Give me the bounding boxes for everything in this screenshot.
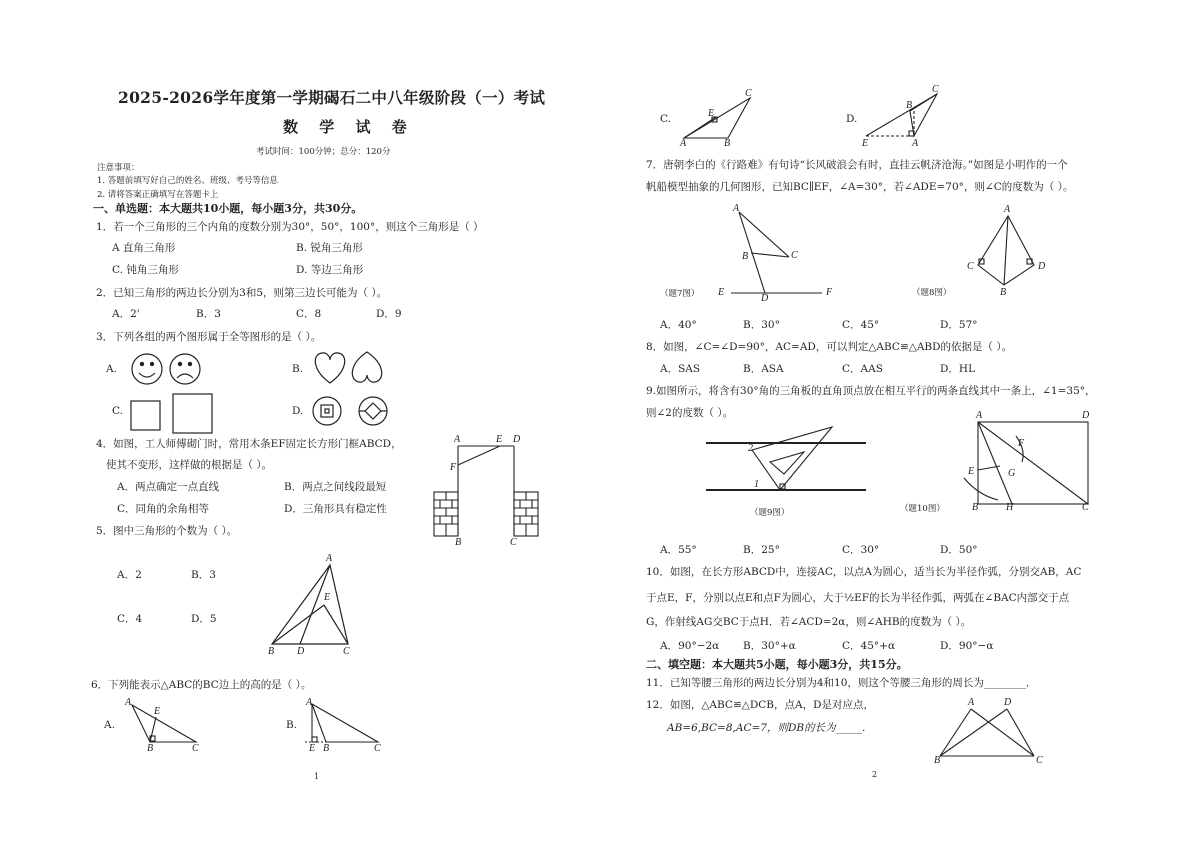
figure-10-caption: （题10图） bbox=[900, 504, 945, 514]
q5-label-d: D bbox=[297, 646, 305, 657]
q6-option-c: C. bbox=[660, 113, 671, 125]
q10-label-a: A bbox=[976, 410, 983, 421]
figure-9-caption: （题9图） bbox=[750, 508, 790, 518]
q7-option-c: C．45° bbox=[842, 319, 880, 331]
q8-label-b: B bbox=[1000, 287, 1007, 298]
q7-label-c: C bbox=[791, 250, 798, 261]
q6d-label-e: E bbox=[862, 138, 869, 149]
q6d-label-a: A bbox=[912, 138, 919, 149]
section-1-heading: 一、单选题：本大题共10小题，每小题3分，共30分。 bbox=[93, 202, 363, 215]
exam-title: 2025-2026学年度第一学期碣石二中八年级阶段（一）考试 bbox=[118, 88, 546, 107]
question-12: 12．如图，△ABC≌△DCB，点A，D是对应点， bbox=[646, 699, 875, 711]
q4-option-b: B．两点之间线段最短 bbox=[284, 481, 387, 493]
q10-label-e: E bbox=[968, 466, 975, 477]
q9-option-a: A．55° bbox=[660, 544, 697, 556]
q3-option-d: D. bbox=[292, 405, 304, 417]
question-9: 9.如图所示，将含有30°角的三角板的直角顶点放在相互平行的两条直线其中一条上，∠1=35°， bbox=[646, 385, 1096, 397]
question-4: 4．如图，工人师傅砌门时，常用木条EF固定长方形门框ABCD， bbox=[96, 438, 402, 450]
q8-option-d: D．HL bbox=[940, 363, 976, 375]
question-11: 11．已知等腰三角形的两边长分别为4和10，则这个等腰三角形的周长为________． bbox=[646, 677, 1037, 689]
q10-option-a: A．90°−2α bbox=[660, 640, 720, 652]
page-number-2: 2 bbox=[872, 770, 878, 779]
label-d: D bbox=[513, 434, 521, 445]
q1-option-c: C. 钝角三角形 bbox=[112, 264, 179, 276]
q3-option-a: A. bbox=[106, 363, 117, 375]
question-10: 10．如图，在长方形ABCD中，连接AC，以点A为圆心，适当长为半径作弧，分别交AB，AC bbox=[646, 566, 1082, 578]
question-10-line-3: G，作射线AG交BC于点H．若∠ACD=2α，则∠AHB的度数为（ ）。 bbox=[646, 616, 972, 628]
page-number-1: 1 bbox=[314, 772, 320, 781]
q12-label-b: B bbox=[934, 755, 941, 766]
question-1: 1．若一个三角形的三个内角的度数分别为30°，50°，100°，则这个三角形是（ ） bbox=[96, 221, 484, 233]
note-2: 2. 请将答案正确填写在答题卡上 bbox=[97, 190, 219, 200]
q10-label-f: F bbox=[1018, 438, 1025, 449]
smiley-face-icon bbox=[132, 354, 162, 384]
q5-option-c: C．4 bbox=[117, 613, 143, 625]
question-12-line-2: AB=6,BC=8,AC=7，则DB的长为_____． bbox=[667, 722, 873, 734]
question-8: 8．如图，∠C=∠D=90°，AC=AD，可以判定△ABC≌△ABD的依据是（ ）。 bbox=[646, 341, 1013, 353]
q10-label-c: C bbox=[1082, 502, 1089, 513]
q2-option-c: C．8 bbox=[296, 308, 322, 320]
q1-option-d: D. 等边三角形 bbox=[296, 264, 364, 276]
question-7: 7．唐朝李白的《行路难》有句诗“长风破浪会有时，直挂云帆济沧海。”如图是小明作的一个 bbox=[646, 159, 1068, 171]
q9-label-1: 1 bbox=[754, 479, 759, 490]
exam-subtitle: 数 学 试 卷 bbox=[283, 118, 415, 136]
q5-label-c: C bbox=[343, 646, 350, 657]
q4-option-d: D．三角形具有稳定性 bbox=[284, 503, 387, 515]
question-7-line-2: 帆船模型抽象的几何图形，已知BC∥EF，∠A=30°，若∠ADE=70°，则∠C的度数为（ ）。 bbox=[646, 181, 1074, 193]
q6a-label-b: B bbox=[147, 743, 154, 754]
label-a: A bbox=[454, 434, 461, 445]
q7-label-d: D bbox=[761, 293, 769, 304]
q7-option-b: B．30° bbox=[743, 319, 780, 331]
figure-8-caption: （题8图） bbox=[912, 288, 952, 298]
q2-option-b: B．3 bbox=[196, 308, 221, 320]
question-3: 3．下列各组的两个图形属于全等图形的是（ ）。 bbox=[96, 331, 322, 343]
q12-label-a: A bbox=[968, 697, 975, 708]
heart-icon bbox=[315, 352, 381, 383]
q8-option-a: A．SAS bbox=[660, 363, 701, 375]
figure-7-caption: （题7图） bbox=[660, 289, 700, 299]
q2-option-a: A．2' bbox=[112, 308, 140, 320]
note-1: 1. 答题前填写好自己的姓名、班级、考号等信息 bbox=[97, 176, 278, 186]
q10-option-c: C．45°+α bbox=[842, 640, 896, 652]
exam-info: 考试时间：100分钟；总分：120分 bbox=[256, 147, 391, 157]
q6-option-a: A. bbox=[104, 719, 115, 731]
question-9-line-2: 则∠2的度数（ ）。 bbox=[646, 407, 734, 419]
q8-option-b: B．ASA bbox=[743, 363, 784, 375]
q6a-label-c: C bbox=[192, 743, 199, 754]
q7-label-a: A bbox=[733, 203, 740, 214]
q10-label-d: D bbox=[1082, 410, 1090, 421]
q5-label-b: B bbox=[268, 646, 275, 657]
q12-label-c: C bbox=[1036, 755, 1043, 766]
q6a-label-e: E bbox=[154, 706, 161, 717]
q4-option-c: C．同角的余角相等 bbox=[117, 503, 210, 515]
q10-label-b: B bbox=[972, 502, 979, 513]
q10-option-b: B．30°+α bbox=[743, 640, 796, 652]
label-f: F bbox=[450, 462, 457, 473]
coin-icon bbox=[313, 397, 387, 425]
q9-option-b: B．25° bbox=[743, 544, 780, 556]
label-c: C bbox=[510, 537, 517, 548]
question-4-line-2: 使其不变形，这样做的根据是（ ）。 bbox=[106, 459, 273, 471]
q9-label-2: 2 bbox=[748, 443, 753, 454]
q6b-label-c: C bbox=[374, 743, 381, 754]
q7-option-d: D．57° bbox=[940, 319, 978, 331]
q7-option-a: A．40° bbox=[660, 319, 697, 331]
q12-label-d: D bbox=[1004, 697, 1012, 708]
q10-option-d: D．90°−α bbox=[940, 640, 994, 652]
q1-option-b: B. 锐角三角形 bbox=[296, 242, 363, 254]
square-icon bbox=[131, 394, 212, 433]
q6-option-d: D. bbox=[846, 113, 858, 125]
q6a-label-a: A bbox=[125, 697, 132, 708]
q6c-label-e: E bbox=[708, 108, 715, 119]
question-5: 5．图中三角形的个数为（ ）。 bbox=[96, 525, 238, 537]
question-10-line-2: 于点E，F，分别以点E和点F为圆心，大于½EF的长为半径作弧，两弧在∠BAC内部交于点 bbox=[646, 592, 1070, 604]
q6b-label-a: A bbox=[306, 697, 313, 708]
q7-label-e: E bbox=[718, 287, 725, 298]
q5-label-a: A bbox=[326, 553, 333, 564]
q2-option-d: D．9 bbox=[376, 308, 402, 320]
q6c-label-b: B bbox=[724, 138, 731, 149]
q6b-label-e: E bbox=[309, 743, 316, 754]
q6d-label-b: B bbox=[906, 100, 913, 111]
label-b: B bbox=[455, 537, 462, 548]
q3-option-c: C. bbox=[112, 405, 123, 417]
question-2: 2．已知三角形的两边长分别为3和5，则第三边长可能为（ ）。 bbox=[96, 287, 388, 299]
q6c-label-a: A bbox=[680, 138, 687, 149]
q5-option-a: A．2 bbox=[117, 569, 142, 581]
section-2-heading: 二、填空题：本大题共5小题，每小题3分，共15分。 bbox=[646, 658, 908, 671]
q6-option-b: B. bbox=[286, 719, 298, 731]
q5-option-d: D．5 bbox=[191, 613, 217, 625]
label-e: E bbox=[496, 434, 503, 445]
q8-option-c: C．AAS bbox=[842, 363, 883, 375]
q7-label-f: F bbox=[826, 287, 833, 298]
question-6: 6．下列能表示△ABC的BC边上的高的是（ ）。 bbox=[91, 679, 312, 691]
sad-face-icon bbox=[170, 354, 200, 384]
q5-label-e: E bbox=[324, 592, 331, 603]
q6c-label-c: C bbox=[745, 88, 752, 99]
q7-label-b: B bbox=[742, 251, 749, 262]
q8-label-a: A bbox=[1004, 204, 1011, 215]
q10-label-h: H bbox=[1006, 502, 1014, 513]
q8-label-c: C bbox=[967, 261, 974, 272]
q1-option-a: A 直角三角形 bbox=[112, 242, 176, 254]
q9-option-d: D．50° bbox=[940, 544, 978, 556]
q6b-label-b: B bbox=[323, 743, 330, 754]
q4-option-a: A．两点确定一点直线 bbox=[117, 481, 220, 493]
q8-label-d: D bbox=[1038, 261, 1046, 272]
q9-option-c: C．30° bbox=[842, 544, 880, 556]
q6d-label-c: C bbox=[932, 84, 939, 95]
q3-option-b: B. bbox=[292, 363, 304, 375]
q10-label-g: G bbox=[1008, 468, 1016, 479]
notes-title: 注意事项： bbox=[97, 163, 140, 173]
q5-option-b: B．3 bbox=[191, 569, 216, 581]
